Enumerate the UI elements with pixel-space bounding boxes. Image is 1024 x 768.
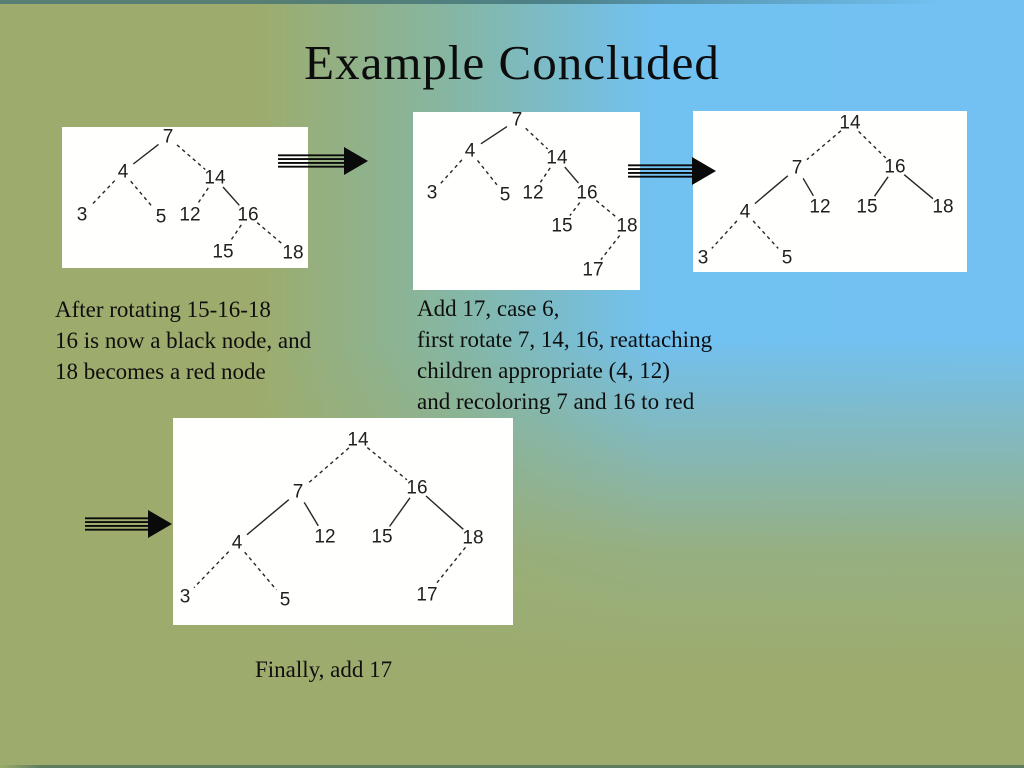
caption-line: children appropriate (4, 12) [417, 358, 670, 383]
tree-node-14: 14 [546, 147, 568, 169]
tree-edge-7-14 [526, 128, 548, 149]
caption-line: After rotating 15-16-18 [55, 297, 271, 322]
tree-edge-18-17 [601, 236, 620, 260]
arrow-head [344, 147, 368, 175]
tree-edge-4-3 [194, 552, 229, 588]
tree-node-16: 16 [237, 204, 259, 226]
tree-edge-18-17 [435, 547, 465, 585]
arrow-svg [278, 146, 368, 176]
tree-edge-4-3 [441, 160, 462, 184]
tree-node-18: 18 [462, 527, 484, 549]
tree-node-12: 12 [314, 526, 336, 548]
tree-edge-16-18 [596, 201, 617, 218]
tree-edge-14-16 [367, 448, 407, 480]
tree-node-4: 4 [117, 161, 129, 183]
tree-node-3: 3 [76, 204, 88, 226]
tree-node-16: 16 [576, 182, 598, 204]
tree-edge-14-7 [308, 448, 349, 484]
tree-edge-16-15 [230, 225, 241, 241]
tree-edge-16-15 [875, 177, 889, 197]
tree-node-16: 16 [884, 156, 906, 178]
tree-svg [173, 418, 513, 625]
tree-node-4: 4 [739, 201, 751, 223]
tree-edge-14-12 [540, 168, 550, 182]
tree-diagram-1 [62, 127, 308, 268]
tree-node-5: 5 [155, 206, 167, 228]
tree-edge-7-4 [481, 127, 507, 144]
caption-line: 16 is now a black node, and [55, 328, 312, 353]
tree-node-15: 15 [371, 526, 393, 548]
tree-node-18: 18 [932, 196, 954, 218]
tree-node-4: 4 [231, 532, 243, 554]
tree-node-12: 12 [179, 204, 201, 226]
tree-node-7: 7 [292, 481, 304, 503]
caption-line: and recoloring 7 and 16 to red [417, 389, 695, 414]
tree-edge-16-18 [426, 496, 463, 529]
tree-diagram-4 [173, 418, 513, 625]
tree-node-15: 15 [212, 241, 234, 263]
tree-node-18: 18 [282, 242, 304, 264]
tree-node-3: 3 [697, 247, 709, 269]
tree-node-18: 18 [616, 215, 638, 237]
tree-edge-16-18 [257, 223, 283, 245]
tree-node-7: 7 [511, 112, 523, 131]
tree-node-5: 5 [781, 247, 793, 269]
tree-edge-16-15 [570, 203, 580, 216]
tree-node-7: 7 [791, 157, 803, 179]
tree-node-14: 14 [347, 429, 369, 451]
tree-edge-4-5 [245, 552, 277, 590]
tree-svg [693, 111, 967, 272]
tree-node-12: 12 [809, 196, 831, 218]
tree-edge-14-16 [859, 131, 886, 158]
tree-edge-14-16 [223, 187, 239, 205]
slide-top-edge [0, 0, 1024, 4]
tree-node-17: 17 [582, 259, 604, 281]
tree-node-3: 3 [179, 586, 191, 608]
tree-node-14: 14 [839, 112, 861, 134]
tree-node-3: 3 [426, 182, 438, 204]
caption-add-17-case-6 [417, 293, 712, 417]
arrow-head [692, 157, 716, 185]
tree-edge-16-18 [904, 175, 933, 199]
tree-node-15: 15 [856, 196, 878, 218]
tree-diagram-3 [693, 111, 967, 272]
tree-node-16: 16 [406, 477, 428, 499]
caption-line: 18 becomes a red node [55, 359, 266, 384]
tree-edge-7-4 [133, 144, 158, 164]
tree-svg [413, 112, 640, 290]
slide-title: Example Concluded [304, 35, 720, 90]
tree-diagram-2 [413, 112, 640, 290]
step-arrow-icon [278, 146, 368, 181]
tree-node-5: 5 [279, 589, 291, 611]
tree-node-12: 12 [522, 182, 544, 204]
tree-edge-7-14 [177, 145, 205, 170]
caption-after-rotating [55, 294, 311, 387]
tree-edge-14-7 [807, 131, 841, 160]
arrow-head [148, 510, 172, 538]
tree-edge-4-5 [478, 160, 497, 184]
step-arrow-icon [85, 509, 172, 544]
step-arrow-icon [628, 156, 716, 191]
tree-node-14: 14 [204, 167, 226, 189]
tree-node-17: 17 [416, 584, 438, 606]
tree-node-7: 7 [162, 127, 174, 148]
caption-finally-add-17: Finally, add 17 [255, 657, 393, 682]
tree-edge-16-15 [390, 498, 410, 527]
caption-line: Add 17, case 6, [417, 296, 560, 321]
tree-edge-14-12 [197, 188, 208, 204]
arrow-svg [628, 156, 716, 186]
tree-edge-7-4 [247, 500, 289, 535]
tree-edge-4-3 [712, 221, 737, 249]
tree-edge-7-4 [755, 176, 788, 204]
tree-edge-4-5 [131, 181, 153, 207]
caption-line: first rotate 7, 14, 16, reattaching [417, 327, 713, 352]
tree-edge-14-16 [565, 167, 579, 183]
tree-svg [62, 127, 308, 268]
tree-node-15: 15 [551, 215, 573, 237]
tree-edge-7-12 [803, 178, 813, 196]
tree-edge-7-12 [304, 502, 318, 526]
tree-node-5: 5 [499, 184, 511, 206]
tree-edge-4-3 [91, 181, 115, 206]
arrow-svg [85, 509, 172, 539]
tree-node-4: 4 [464, 140, 476, 162]
tree-edge-4-5 [753, 221, 778, 249]
